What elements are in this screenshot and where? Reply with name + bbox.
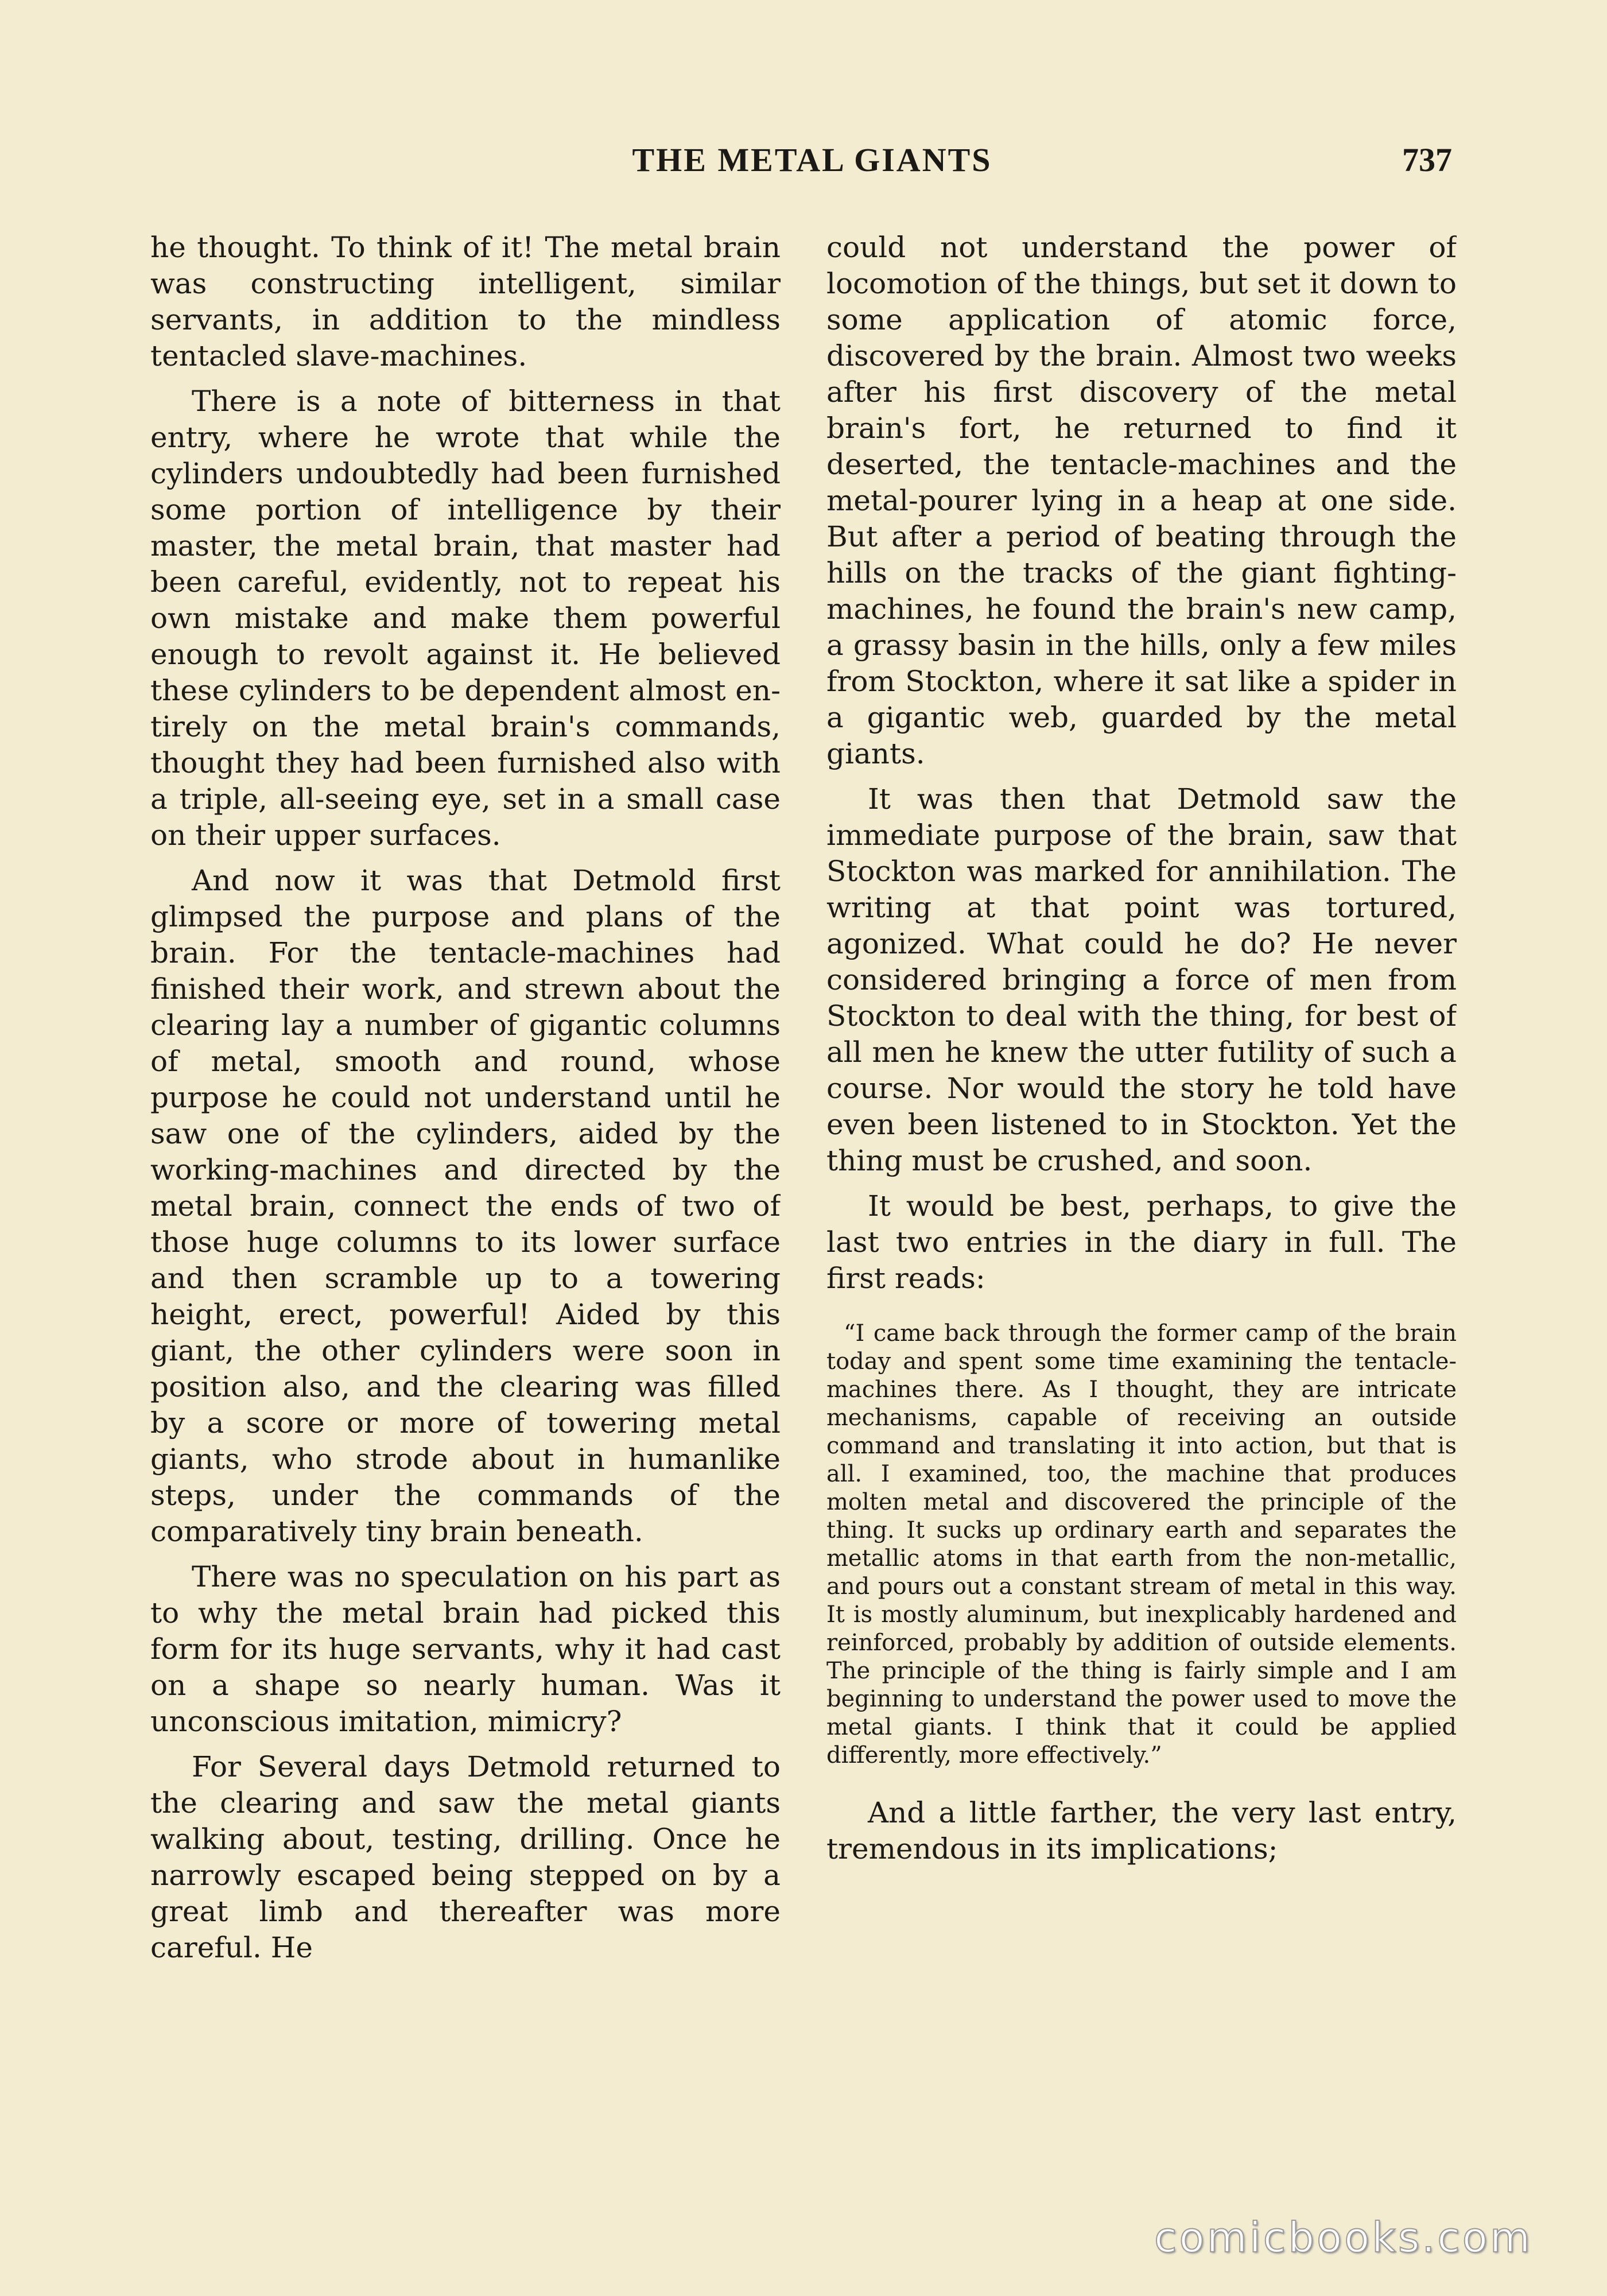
closing-paragraph: And a little farther, the very last entry, tremendous in its implications; — [826, 1796, 1457, 1865]
paragraph: There is a note of bitterness in that entry, where he wrote that while the cylinders undoubtedly had been furnished some portion of intelligence by their master, the metal brain, that master had been careful, evidently, not to repeat his own mistake and make them powerful enough to revolt against it. He believed these cylinders to be dependent almost entirely on the metal brain's commands, thought they had been furnished also with a triple, all-seeing eye, set in a small case on their upper surfaces. — [150, 385, 781, 852]
diary-quote: “I came back through the former camp of the brain today and spent some time examining the tentacle-machines there. As I thought, they are intricate mechanisms, capable of receiving an outside command and translating it into action, but that is all. I examined, too, the machine that produces molten metal and discovered the principle of the thing. It sucks up ordinary earth and separates the metallic atoms in that earth from the non-metallic, and pours out a constant stream of metal in this way. It is mostly aluminum, but inexplicably hardened and reinforced, probably by addition of outside elements. The principle of the thing is fairly simple and I am beginning to understand the power used to move the metal giants. I think that it could be applied differently, more effectively.” — [826, 1320, 1457, 1768]
paragraph: For Several days Detmold returned to the clearing and saw the metal giants walking about, testing, drilling. Once he narrowly escaped being stepped on by a great limb and thereafter was more careful. He — [150, 1750, 781, 1964]
paragraph: There was no speculation on his part as to why the metal brain had picked this form for its huge servants, why it had cast on a shape so nearly human. Was it unconscious imitation, mimicry? — [150, 1560, 781, 1738]
page-number: 737 — [1402, 141, 1452, 179]
left-column — [150, 230, 781, 2135]
paragraph: he thought. To think of it! The metal brain was constructing intelligent, similar servants, in addition to the mindless tentacled slave-machines. — [150, 231, 781, 373]
page-header — [0, 135, 1607, 198]
running-title: THE METAL GIANTS — [632, 141, 992, 179]
paragraph: And now it was that Detmold first glimpsed the purpose and plans of the brain. For the tentacle-machines had finished their work, and strewn about the clearing lay a number of gigantic columns of metal, smooth and round, whose purpose he could not understand until he saw one of the cylinders, aided by the working-machines and directed by the metal brain, connect the ends of two of those huge columns to its lower surface and then scramble up to a towering height, erect, powerful! Aided by this giant, the other cylinders were soon in position also, and the clearing was filled by a score or more of towering metal giants, who strode about in humanlike steps, under the commands of the comparatively tiny brain beneath. — [150, 864, 781, 1548]
paragraph: could not understand the power of locomotion of the things, but set it down to some application of atomic force, discovered by the brain. Almost two weeks after his first discovery of the metal brain's fort, he returned to find it deserted, the tentacle-machines and the metal-pourer lying in a heap at one side. But after a period of beating through the hills on the tracks of the giant fighting-machines, he found the brain's new camp, a grassy basin in the hills, only a few miles from Stockton, where it sat like a spider in a gigantic web, guarded by the metal giants. — [826, 231, 1457, 770]
paragraph: It was then that Detmold saw the immediate purpose of the brain, saw that Stockton was marked for annihilation. The writing at that point was tortured, agonized. What could he do? He never considered bringing a force of men from Stockton to deal with the thing, for best of all men he knew the utter futility of such a course. Nor would the story he told have even been listened to in Stockton. Yet the thing must be crushed, and soon. — [826, 782, 1457, 1177]
right-column — [826, 230, 1457, 2135]
paragraph: It would be best, perhaps, to give the last two entries in the diary in full. The first reads: — [826, 1189, 1457, 1295]
watermark: comicbooks.com — [1154, 2213, 1532, 2262]
